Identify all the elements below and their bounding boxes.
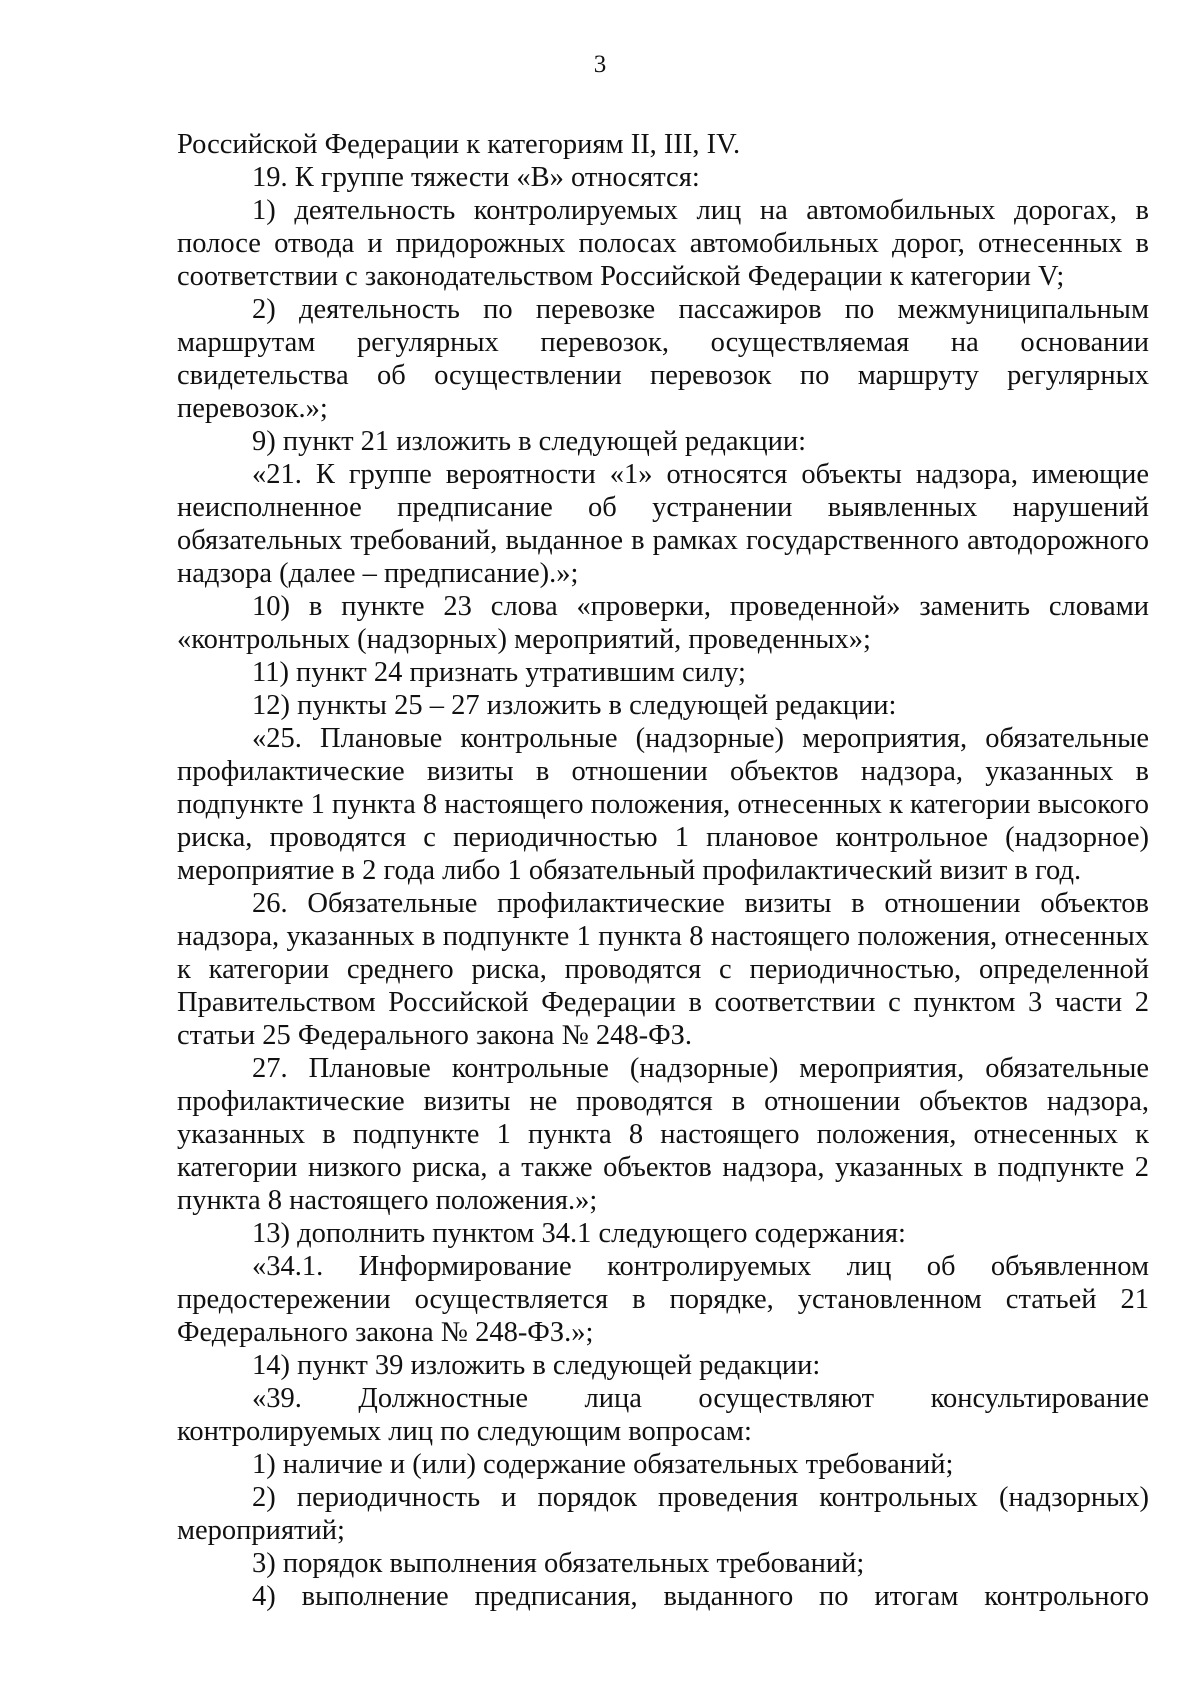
paragraph-1: Российской Федерации к категориям II, III, IV. [177, 129, 741, 160]
page-number: 3 [593, 51, 607, 78]
paragraph-9: 12) пункты 25 – 27 изложить в следующей редакции: [252, 690, 897, 721]
paragraph-11: 26. Обязательные профилактические визиты в отношении объектов надзора, указанных в подпункте 1 пункта 8 настоящего положения, отнесенных к категории среднего риска, проводятся с периодичностью, определенной Правительством Российской Федерации в соответствии с пунктом 3 части 2 статьи 25 Федерального закона № 248-ФЗ. [177, 888, 1149, 1051]
paragraph-14: «34.1. Информирование контролируемых лиц об объявленном предостережении осуществляется в порядке, установленном статьей 21 Федерального закона № 248-ФЗ.»; [177, 1251, 1149, 1348]
paragraph-4: 2) деятельность по перевозке пассажиров по межмуниципальным маршрутам регулярных перевозок, осуществляемая на основании свидетельства об осуществлении перевозок по маршруту регулярных перевозок.»; [177, 294, 1149, 424]
paragraph-19: 3) порядок выполнения обязательных требований; [252, 1548, 865, 1579]
paragraph-5: 9) пункт 21 изложить в следующей редакции: [252, 426, 807, 457]
paragraph-3: 1) деятельность контролируемых лиц на автомобильных дорогах, в полосе отвода и придорожных полосах автомобильных дорог, отнесенных в соответствии с законодательством Российской Федерации к категории V; [177, 195, 1149, 292]
paragraph-8: 11) пункт 24 признать утратившим силу; [252, 657, 746, 688]
paragraph-10: «25. Плановые контрольные (надзорные) мероприятия, обязательные профилактические визиты в отношении объектов надзора, указанных в подпункте 1 пункта 8 настоящего положения, отнесенных к категории высокого риска, проводятся с периодичностью 1 плановое контрольное (надзорное) мероприятие в 2 года либо 1 обязательный профилактический визит в год. [177, 723, 1149, 886]
paragraph-15: 14) пункт 39 изложить в следующей редакции: [252, 1350, 821, 1381]
paragraph-16: «39. Должностные лица осуществляют консультирование контролируемых лиц по следующим вопросам: [177, 1383, 1149, 1447]
paragraph-13: 13) дополнить пунктом 34.1 следующего содержания: [252, 1218, 906, 1249]
paragraph-2: 19. К группе тяжести «В» относятся: [252, 162, 700, 193]
paragraph-7: 10) в пункте 23 слова «проверки, проведенной» заменить словами «контрольных (надзорных) мероприятий, проведенных»; [177, 591, 1149, 655]
document-body [177, 128, 1149, 1613]
paragraph-17: 1) наличие и (или) содержание обязательных требований; [252, 1449, 954, 1480]
paragraph-6: «21. К группе вероятности «1» относятся объекты надзора, имеющие неисполненное предписание об устранении выявленных нарушений обязательных требований, выданное в рамках государственного автодорожного надзора (далее – предписание).»; [177, 459, 1149, 589]
paragraph-12: 27. Плановые контрольные (надзорные) мероприятия, обязательные профилактические визиты не проводятся в отношении объектов надзора, указанных в подпункте 1 пункта 8 настоящего положения, отнесенных к категории низкого риска, а также объектов надзора, указанных в подпункте 2 пункта 8 настоящего положения.»; [177, 1053, 1149, 1216]
paragraph-18: 2) периодичность и порядок проведения контрольных (надзорных) мероприятий; [177, 1482, 1149, 1546]
paragraph-20: 4) выполнение предписания, выданного по итогам контрольного [252, 1581, 1149, 1612]
